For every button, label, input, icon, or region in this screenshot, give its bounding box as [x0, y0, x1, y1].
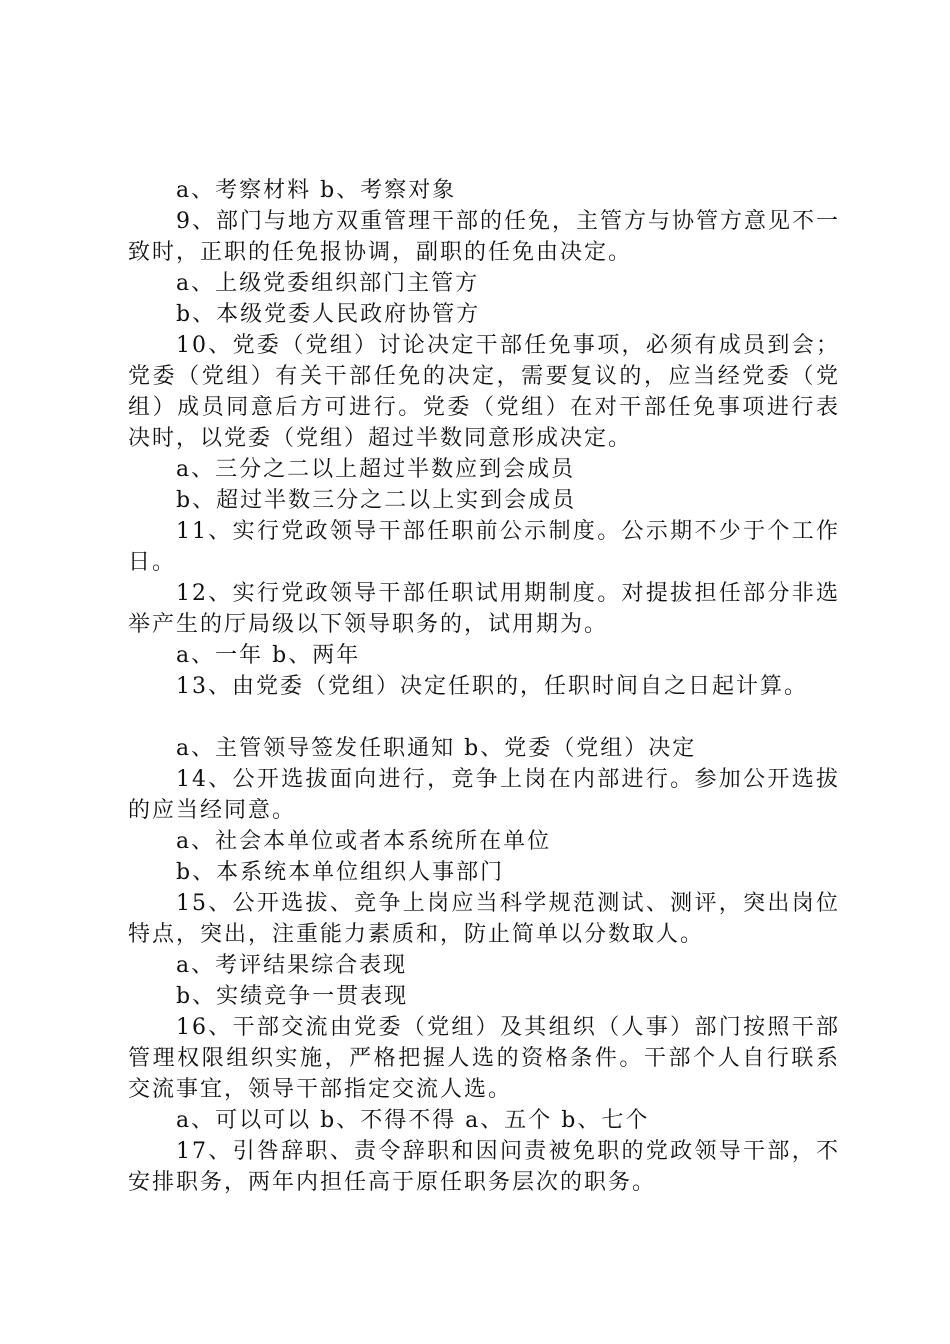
paragraph-question-9: 9、部门与地方双重管理干部的任免，主管方与协管方意见不一致时，正职的任免报协调，副职的任免由决定。: [128, 209, 840, 265]
paragraph-question-12: 12、实行党政领导干部任职试用期制度。对提拔担任部分非选举产生的厅局级以下领导职务的，试用期为。: [128, 581, 840, 637]
document-body: [128, 175, 840, 1198]
paragraph-option: a、主管领导签发任职通知 b、党委（党组）决定: [176, 736, 697, 761]
paragraph-question-16: 16、干部交流由党委（党组）及其组织（人事）部门按照干部管理权限组织实施，严格把握人选的资格条件。干部个人自行联系交流事宜，领导干部指定交流人选。: [128, 1015, 840, 1102]
blank-line: [128, 702, 840, 733]
paragraph-option: a、考察材料 b、考察对象: [176, 178, 457, 203]
paragraph-option: a、社会本单位或者本系统所在单位: [176, 829, 552, 854]
paragraph-question-10: 10、党委（党组）讨论决定干部任免事项，必须有成员到会；党委（党组）有关干部任免的决定，需要复议的，应当经党委（党组）成员同意后方可进行。党委（党组）在对干部任免事项进行表决时，以党委（党组）超过半数同意形成决定。: [128, 333, 840, 451]
paragraph-option: b、本级党委人民政府协管方: [176, 302, 481, 327]
paragraph-option: a、上级党委组织部门主管方: [176, 271, 480, 296]
paragraph-option: a、考评结果综合表现: [176, 953, 408, 978]
paragraph-question-11: 11、实行党政领导干部任职前公示制度。公示期不少于个工作日。: [128, 519, 840, 575]
paragraph-option: b、超过半数三分之二以上实到会成员: [176, 488, 577, 513]
paragraph-option: b、本系统本单位组织人事部门: [176, 860, 505, 885]
paragraph-option: b、实绩竞争一贯表现: [176, 984, 409, 1009]
paragraph-option: a、一年 b、两年: [176, 643, 361, 668]
paragraph-option: a、可以可以 b、不得不得 a、五个 b、七个: [176, 1108, 650, 1133]
paragraph-question-14: 14、公开选拔面向进行，竞争上岗在内部进行。参加公开选拔的应当经同意。: [128, 767, 840, 823]
paragraph-question-15: 15、公开选拔、竞争上岗应当科学规范测试、测评，突出岗位特点，突出，注重能力素质和，防止简单以分数取人。: [128, 891, 840, 947]
paragraph-question-17: 17、引咎辞职、责令辞职和因问责被免职的党政领导干部，不安排职务，两年内担任高于原任职务层次的职务。: [128, 1139, 840, 1195]
paragraph-question-13: 13、由党委（党组）决定任职的，任职时间自之日起计算。: [176, 674, 808, 699]
paragraph-option: a、三分之二以上超过半数应到会成员: [176, 457, 576, 482]
